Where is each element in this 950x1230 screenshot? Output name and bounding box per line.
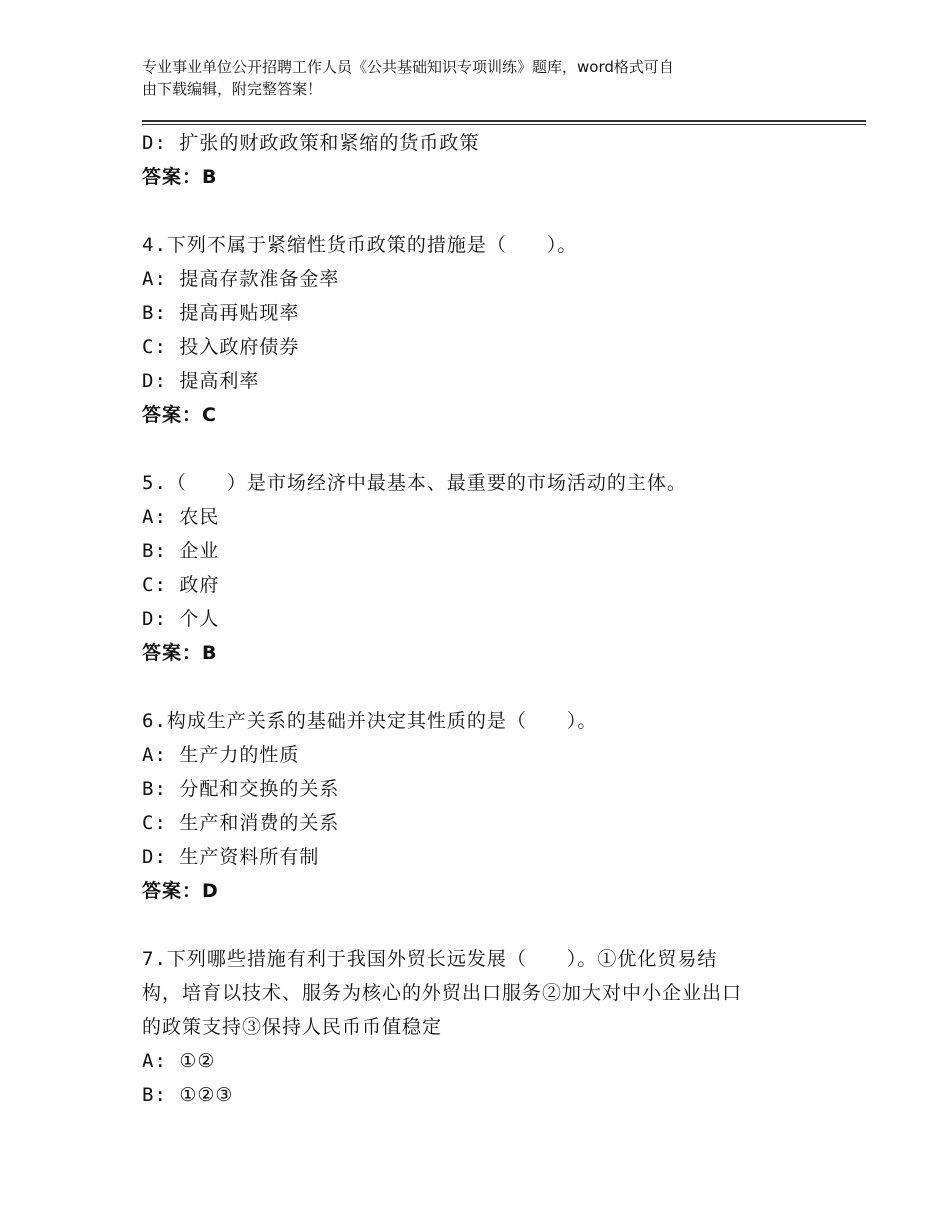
answer-label: 答案： [142, 404, 203, 426]
option-a: A: ①② [142, 1050, 216, 1072]
option-d: D: 提高利率 [142, 370, 260, 392]
answer-line [142, 636, 842, 670]
question-stem: 6.构成生产关系的基础并决定其性质的是（ ）。 [142, 710, 598, 732]
option-b: B: ①②③ [142, 1084, 234, 1106]
option-b: B: 提高再贴现率 [142, 302, 300, 324]
question-stem: 7.下列哪些措施有利于我国外贸长远发展（ ）。①优化贸易结 [142, 948, 718, 970]
answer-value: C [202, 404, 217, 426]
header-divider [142, 120, 866, 122]
question-stem: 5.（ ）是市场经济中最基本、最重要的市场活动的主体。 [142, 472, 687, 494]
option-a: A: 农民 [142, 506, 220, 528]
header-line-1: 专业事业单位公开招聘工作人员《公共基础知识专项训练》题库，word格式可自 [142, 58, 674, 76]
spacer [142, 670, 842, 704]
spacer [142, 432, 842, 466]
option-c: C: 政府 [142, 574, 220, 596]
option-d: D: 个人 [142, 608, 220, 630]
question-stem: 4.下列不属于紧缩性货币政策的措施是（ ）。 [142, 234, 578, 256]
option-a: A: 提高存款准备金率 [142, 268, 340, 290]
question-stem-continued: 的政策支持③保持人民币币值稳定 [142, 1016, 443, 1038]
option-a: A: 生产力的性质 [142, 744, 300, 766]
option-b: B: 分配和交换的关系 [142, 778, 340, 800]
answer-line [142, 874, 842, 908]
answer-value: B [202, 166, 218, 188]
question-stem-continued: 构，培育以技术、服务为核心的外贸出口服务②加大对中小企业出口 [142, 982, 743, 1004]
spacer [142, 908, 842, 942]
answer-line [142, 398, 842, 432]
option-c: C: 生产和消费的关系 [142, 812, 340, 834]
answer-label: 答案： [142, 642, 203, 664]
answer-label: 答案： [142, 880, 203, 902]
question-list [142, 126, 842, 1112]
option-c: C: 投入政府债券 [142, 336, 300, 358]
header-line-2: 由下载编辑，附完整答案！ [142, 80, 323, 98]
option-d: D: 扩张的财政政策和紧缩的货币政策 [142, 132, 480, 154]
answer-value: B [202, 642, 218, 664]
answer-line [142, 160, 842, 194]
option-b: B: 企业 [142, 540, 220, 562]
answer-value: D [202, 880, 219, 902]
option-d: D: 生产资料所有制 [142, 846, 320, 868]
header-divider-thin [142, 124, 866, 125]
document-header [142, 56, 802, 100]
answer-label: 答案： [142, 166, 203, 188]
spacer [142, 194, 842, 228]
